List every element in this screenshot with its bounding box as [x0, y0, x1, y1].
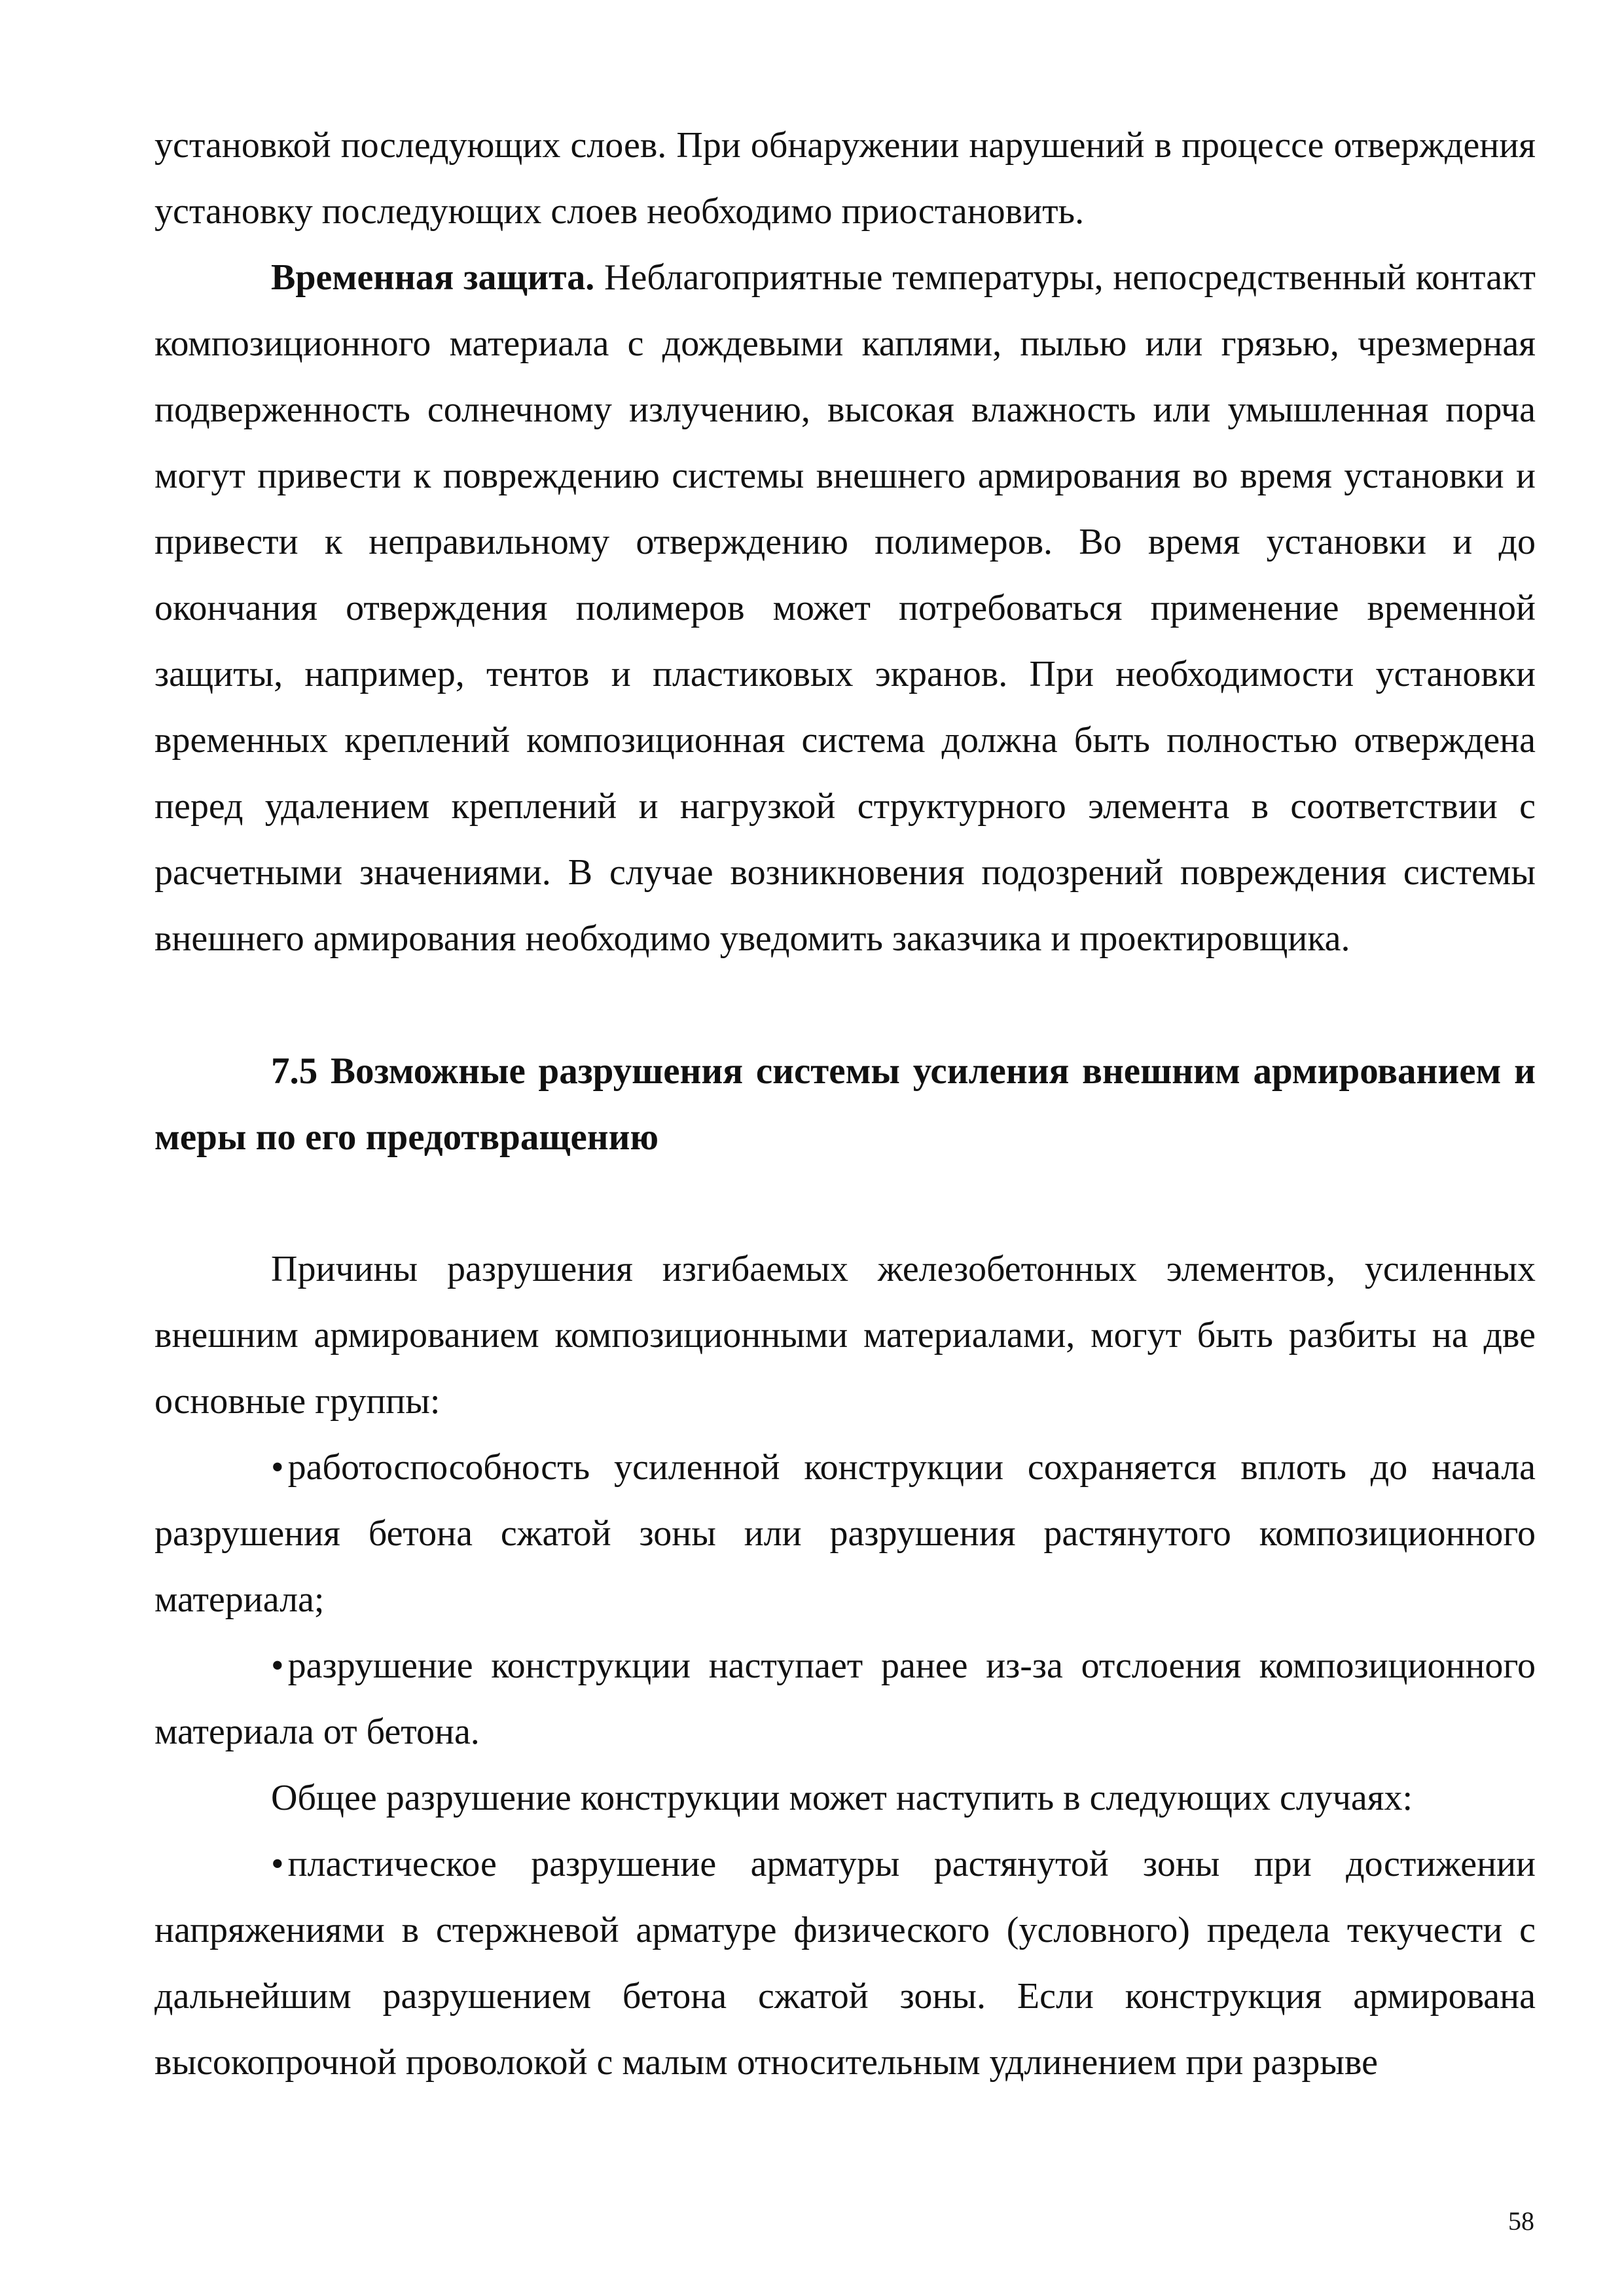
group-bullet-1	[154, 1435, 1536, 1633]
temporary-protection-title: Временная защита.	[271, 257, 595, 298]
case-bullet-1	[154, 1831, 1536, 2096]
page-content	[154, 113, 1536, 2096]
case-bullet-1-text: пластическое разрушение арматуры растянутой зоны при достижении напряжениями в стержневой арматуре физического (условного) предела текучести с дальнейшим разрушением бетона сжатой зоны. Если конструкция армирована высокопрочной проволокой с малым относительным удлинением при разрыве	[154, 1844, 1536, 2083]
general-failure-paragraph: Общее разрушение конструкции может наступить в следующих случаях:	[271, 1778, 1413, 1818]
page-number: 58	[1508, 2206, 1534, 2236]
group-bullet-2-text: разрушение конструкции наступает ранее из-за отслоения композиционного материала от бетона.	[154, 1645, 1536, 1752]
intro-paragraph: Причины разрушения изгибаемых железобетонных элементов, усиленных внешним армированием композиционными материалами, могут быть разбиты на две основные группы:	[154, 1249, 1536, 1422]
section-heading: 7.5 Возможные разрушения системы усиления внешним армированием и меры по его предотвращению	[154, 1050, 1536, 1158]
bullet-marker: •	[271, 1844, 284, 1884]
continuation-paragraph: установкой последующих слоев. При обнаружении нарушений в процессе отверждения установку последующих слоев необходимо приостановить.	[154, 125, 1536, 232]
bullet-marker: •	[271, 1645, 284, 1686]
group-bullet-2	[154, 1633, 1536, 1765]
temporary-protection-text: Неблагоприятные температуры, непосредственный контакт композиционного материала с дождевыми каплями, пылью или грязью, чрезмерная подверженность солнечному излучению, высокая влажность или умышленная порча могут привести к повреждению системы внешнего армирования во время установки и привести к неправильному отверждению полимеров. Во время установки и до окончания отверждения полимеров может потребоваться применение временной защиты, например, тентов и пластиковых экранов. При необходимости установки временных креплений композиционная система должна быть полностью отверждена перед удалением креплений и нагрузкой структурного элемента в соответствии с расчетными значениями. В случае возникновения подозрений повреждения системы внешнего армирования необходимо уведомить заказчика и проектировщика.	[154, 257, 1536, 959]
temporary-protection-paragraph	[154, 245, 1536, 972]
group-bullet-1-text: работоспособность усиленной конструкции сохраняется вплоть до начала разрушения бетона сжатой зоны или разрушения растянутого композиционного материала;	[154, 1447, 1536, 1620]
bullet-marker: •	[271, 1447, 284, 1488]
